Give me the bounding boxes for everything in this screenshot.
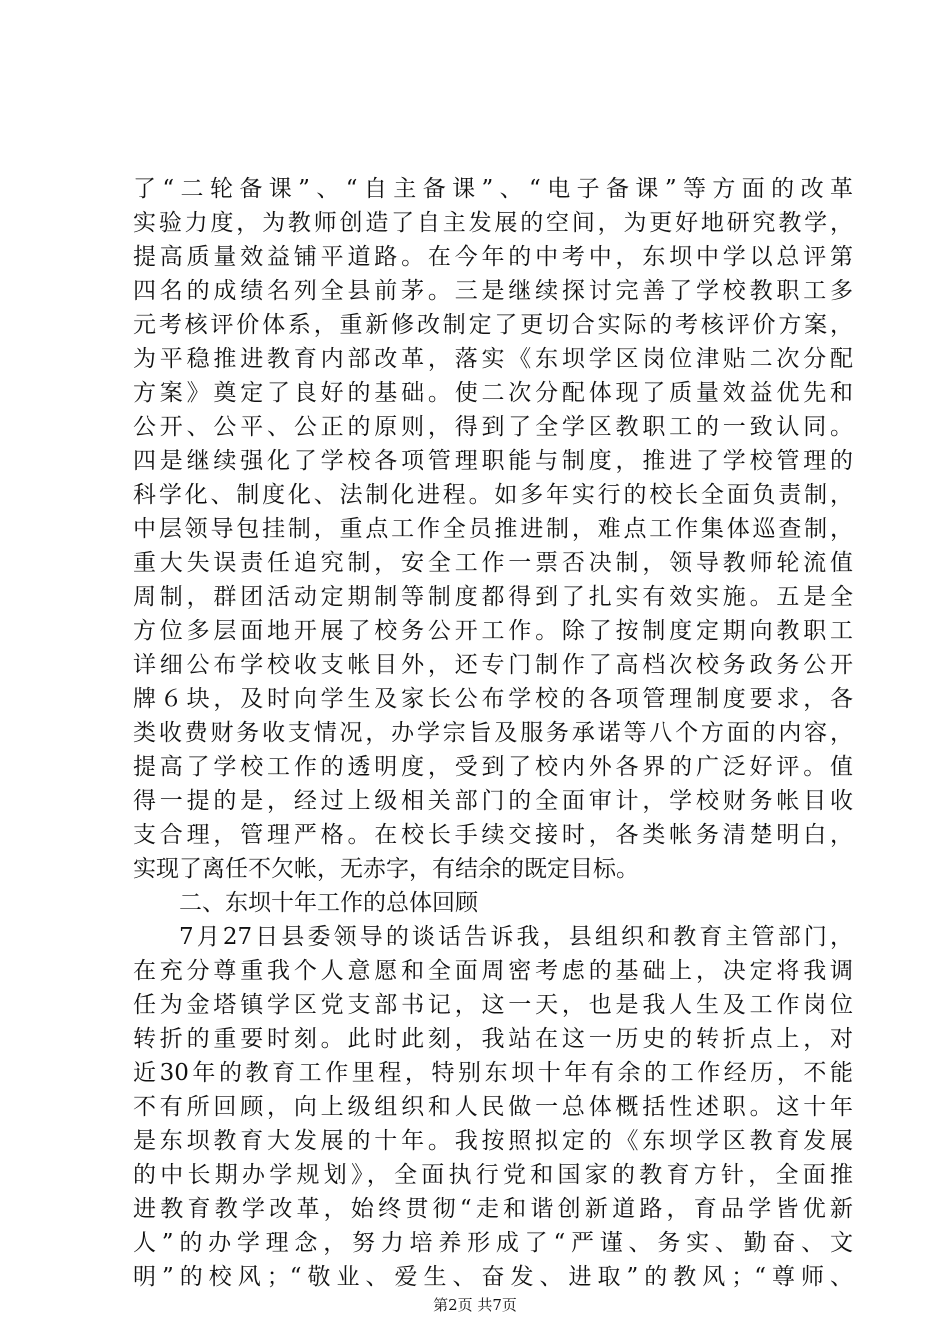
paragraph-ten-year-review xyxy=(133,920,853,1294)
text-line: 的中长期办学规划》，全面执行党和国家的教育方针，全面推 xyxy=(133,1162,853,1188)
text-line: 近30年的教育工作里程，特别东坝十年有余的工作经历，不能 xyxy=(133,1060,853,1086)
text-line: 牌６块，及时向学生及家长公布学校的各项管理制度要求，各 xyxy=(133,686,853,712)
text-line: 得一提的是，经过上级相关部门的全面审计，学校财务帐目收 xyxy=(133,788,853,814)
text-line: 中层领导包挂制，重点工作全员推进制，难点工作集体巡查制， xyxy=(133,516,853,542)
text-line: 方位多层面地开展了校务公开工作。除了按制度定期向教职工 xyxy=(133,618,853,644)
text-line: 为平稳推进教育内部改革，落实《东坝学区岗位津贴二次分配 xyxy=(133,346,853,372)
text-line: 不有所回顾，向上级组织和人民做一总体概括性述职。这十年 xyxy=(133,1094,853,1120)
text-line: 了“二轮备课”、“自主备课”、“电子备课”等方面的改革 xyxy=(133,176,853,202)
text-line: 四名的成绩名列全县前茅。三是继续探讨完善了学校教职工多 xyxy=(133,278,853,304)
document-body xyxy=(133,172,853,1294)
text-line: 人”的办学理念，努力培养形成了“严谨、务实、勤奋、文 xyxy=(133,1230,853,1256)
text-line: 元考核评价体系，重新修改制定了更切合实际的考核评价方案， xyxy=(133,312,853,338)
text-line: 是东坝教育大发展的十年。我按照拟定的《东坝学区教育发展 xyxy=(133,1128,853,1154)
text-line: 类收费财务收支情况，办学宗旨及服务承诺等八个方面的内容， xyxy=(133,720,853,746)
text-line: 进教育教学改革，始终贯彻“走和谐创新道路，育品学皆优新 xyxy=(133,1196,853,1222)
paragraph-school-management xyxy=(133,172,853,886)
text-line: 在充分尊重我个人意愿和全面周密考虑的基础上，决定将我调 xyxy=(133,958,853,984)
text-line: 提高了学校工作的透明度，受到了校内外各界的广泛好评。值 xyxy=(133,754,853,780)
text-line: 明”的校风；“敬业、爱生、奋发、进取”的教风；“尊师、 xyxy=(133,1264,853,1290)
page-footer: 第2页 共7页 xyxy=(433,1296,517,1314)
text-line: 公开、公平、公正的原则，得到了全学区教职工的一致认同。 xyxy=(133,414,853,440)
text-line: 科学化、制度化、法制化进程。如多年实行的校长全面负责制， xyxy=(133,482,853,508)
section-heading: 二、东坝十年工作的总体回顾 xyxy=(179,890,478,916)
text-line: 实现了离任不欠帐，无赤字，有结余的既定目标。 xyxy=(133,856,639,882)
text-line: 详细公布学校收支帐目外，还专门制作了高档次校务政务公开 xyxy=(133,652,853,678)
text-line: 7月27日县委领导的谈话告诉我，县组织和教育主管部门， xyxy=(179,924,853,950)
text-line: 提高质量效益铺平道路。在今年的中考中，东坝中学以总评第 xyxy=(133,244,853,270)
text-line: 任为金塔镇学区党支部书记，这一天，也是我人生及工作岗位 xyxy=(133,992,853,1018)
text-line: 支合理，管理严格。在校长手续交接时，各类帐务清楚明白， xyxy=(133,822,853,848)
text-line: 实验力度，为教师创造了自主发展的空间，为更好地研究教学， xyxy=(133,210,853,236)
text-line: 四是继续强化了学校各项管理职能与制度，推进了学校管理的 xyxy=(133,448,853,474)
text-line: 方案》奠定了良好的基础。使二次分配体现了质量效益优先和 xyxy=(133,380,853,406)
text-line: 重大失误责任追究制，安全工作一票否决制，领导教师轮流值 xyxy=(133,550,853,576)
text-line: 转折的重要时刻。此时此刻，我站在这一历史的转折点上，对 xyxy=(133,1026,853,1052)
text-line: 周制，群团活动定期制等制度都得到了扎实有效实施。五是全 xyxy=(133,584,853,610)
